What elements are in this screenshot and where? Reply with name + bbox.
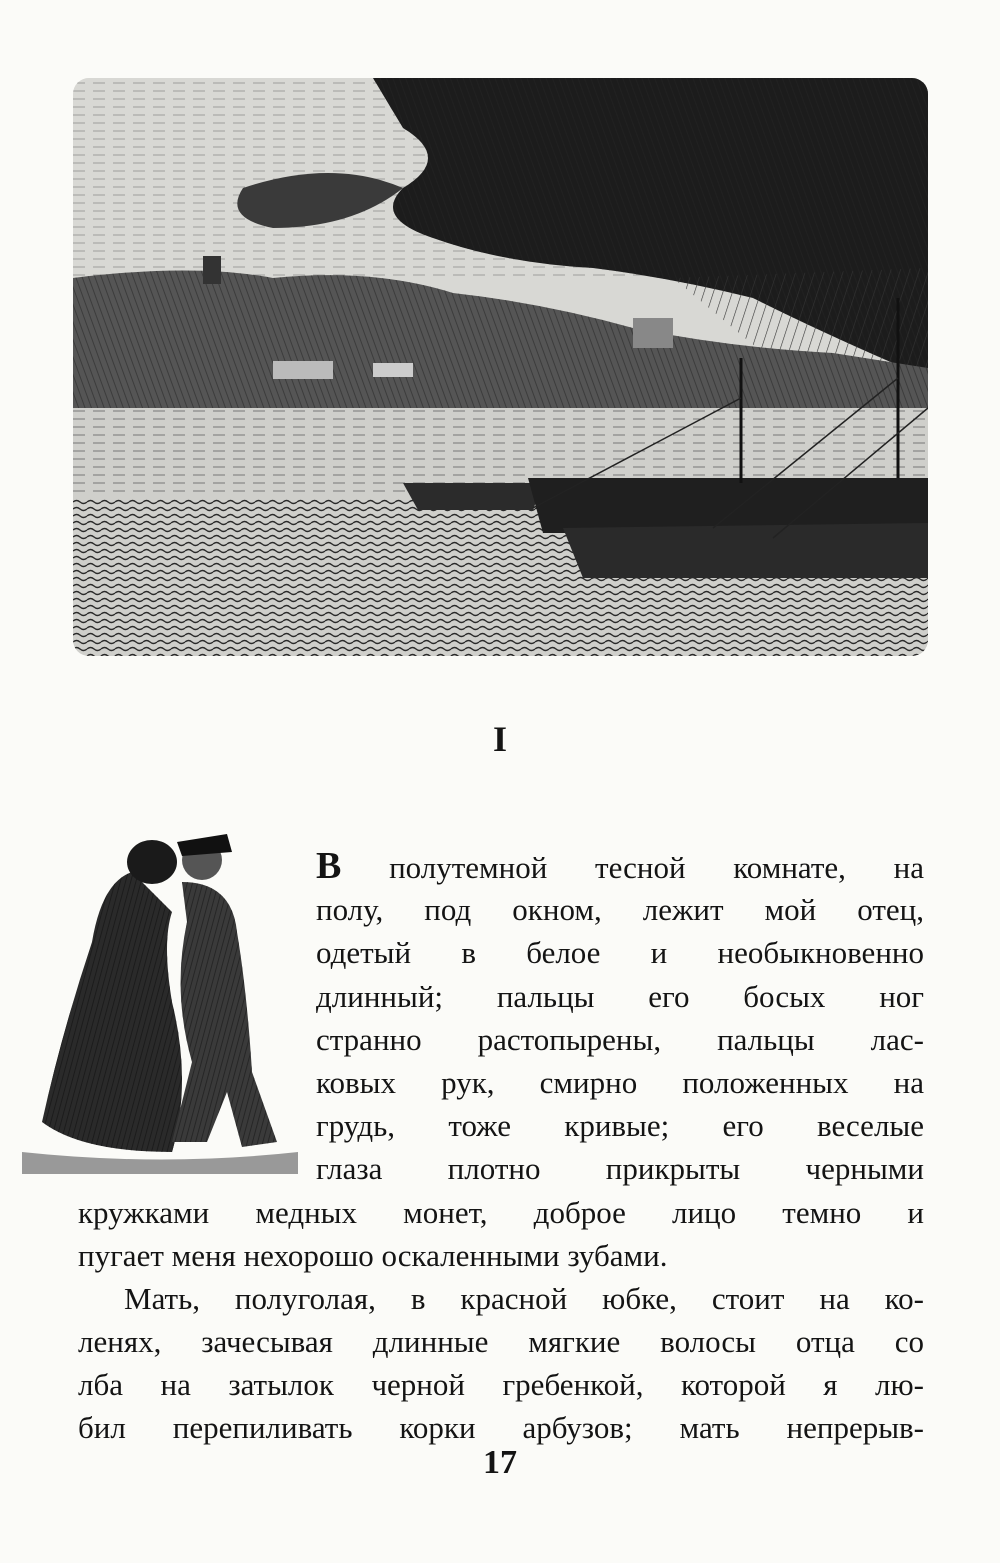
text-line: кружками медных монет, доброе лицо темно и	[78, 1194, 924, 1230]
text-line: длинный; пальцы его босых ног	[316, 978, 924, 1014]
text-line: глаза плотно прикрыты черными	[316, 1151, 924, 1187]
text-line: одетый в белое и необыкновенно	[316, 935, 924, 971]
drop-cap: В	[316, 845, 342, 887]
chapter-number: I	[492, 719, 507, 759]
text-line: лба на затылок черной гребенкой, которой я лю-	[78, 1367, 924, 1403]
page-number: 17	[483, 1444, 517, 1481]
paragraph-1	[78, 845, 924, 1277]
text-line: полу, под окном, лежит мой отец,	[316, 892, 924, 928]
text-line: ленях, зачесывая длинные мягкие волосы отца со	[78, 1324, 924, 1360]
text-line: пугает меня нехорошо оскаленными зубами.	[78, 1237, 668, 1273]
text-line: грудь, тоже кривые; его веселые	[316, 1108, 924, 1144]
river-landscape-illustration	[73, 78, 928, 656]
text-line: В полутемной тесной комнате, на	[316, 845, 924, 887]
text-line: бил перепиливать корки арбузов; мать непрерыв-	[78, 1410, 924, 1446]
text-line: Мать, полуголая, в красной юбке, стоит на ко-	[124, 1280, 924, 1316]
body-text	[78, 845, 924, 1450]
engraving-svg	[73, 78, 928, 656]
text-line: странно растопырены, пальцы лас-	[316, 1021, 924, 1057]
text-line: ковых рук, смирно положенных на	[316, 1064, 924, 1100]
paragraph-2	[78, 1277, 924, 1450]
